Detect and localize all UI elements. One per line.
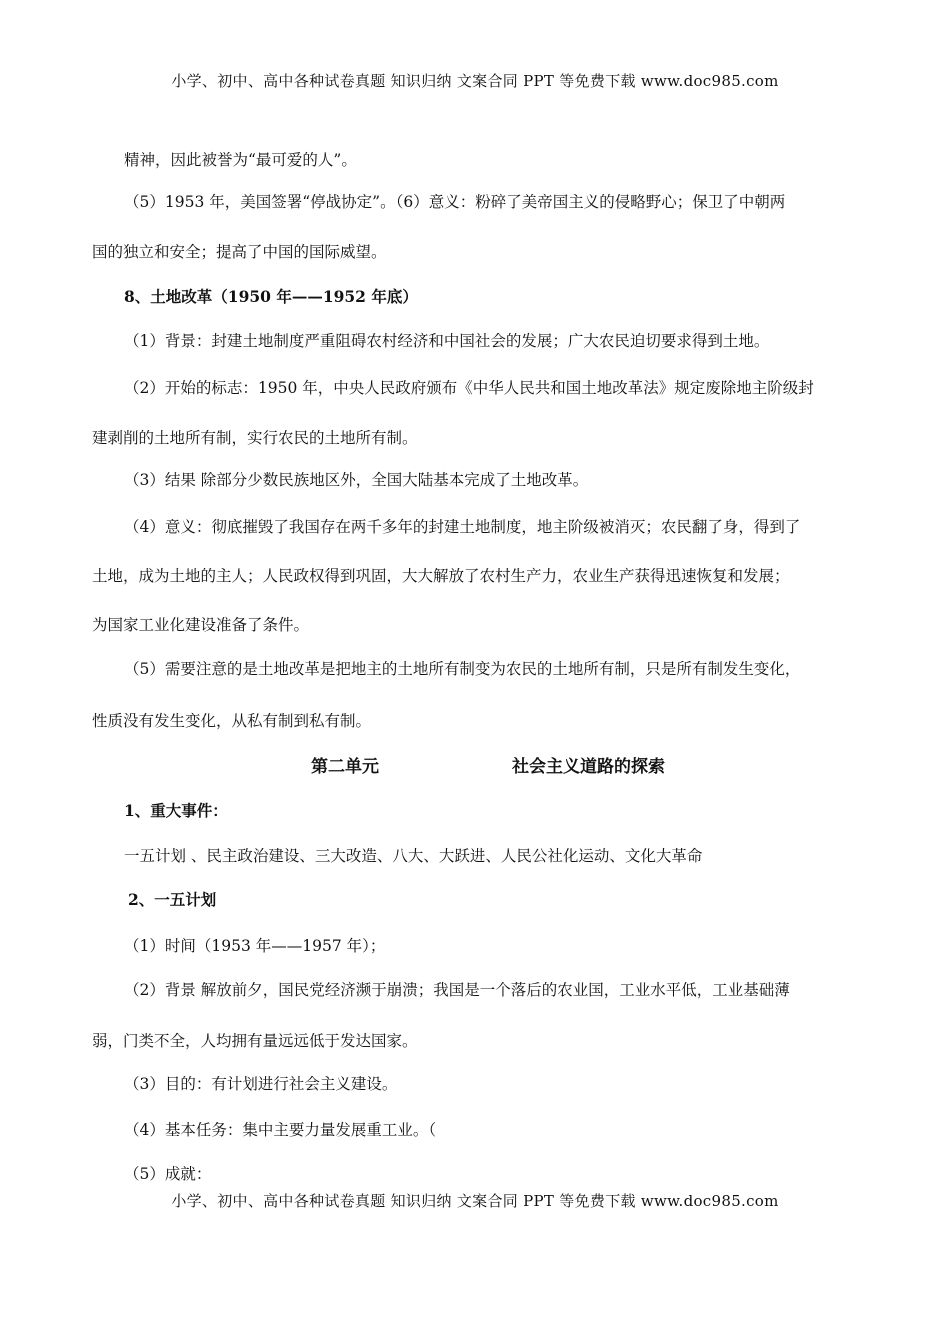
text-line: 一五计划 、民主政治建设、三大改造、八大、大跃进、人民公社化运动、文化大革命 xyxy=(124,847,703,865)
page-header: 小学、初中、高中各种试卷真题 知识归纳 文案合同 PPT 等免费下载 www.doc985.com xyxy=(171,72,779,90)
text-line: 精神，因此被誉为“最可爱的人”。 xyxy=(124,151,357,169)
text-line: （5）需要注意的是土地改革是把地主的土地所有制变为农民的土地所有制，只是所有制发生变化， xyxy=(124,660,801,678)
section-heading: 1、重大事件： xyxy=(124,801,228,820)
text-line: 性质没有发生变化，从私有制到私有制。 xyxy=(92,712,372,730)
unit-title-name: 社会主义道路的探索 xyxy=(512,757,665,777)
text-line: 弱，门类不全，人均拥有量远远低于发达国家。 xyxy=(92,1032,418,1050)
text-line: （5）成就： xyxy=(124,1165,212,1183)
text-line: （4）意义：彻底摧毁了我国存在两千多年的封建土地制度，地主阶级被消灭；农民翻了身，得到了 xyxy=(124,518,801,536)
text-line: 建剥削的土地所有制，实行农民的土地所有制。 xyxy=(92,429,418,447)
section-heading: 2、一五计划 xyxy=(128,890,217,909)
text-line: （1）背景：封建土地制度严重阻碍农村经济和中国社会的发展；广大农民迫切要求得到土地。 xyxy=(124,332,770,350)
text-line: 国的独立和安全；提高了中国的国际威望。 xyxy=(92,243,387,261)
page-footer: 小学、初中、高中各种试卷真题 知识归纳 文案合同 PPT 等免费下载 www.doc985.com xyxy=(171,1192,779,1210)
text-line: 为国家工业化建设准备了条件。 xyxy=(92,616,310,634)
text-line: （4）基本任务：集中主要力量发展重工业。（ xyxy=(124,1121,437,1139)
text-line: （2）背景 解放前夕，国民党经济濒于崩溃；我国是一个落后的农业国，工业水平低，工业基础薄 xyxy=(124,981,790,999)
section-heading: 8、土地改革（1950 年——1952 年底） xyxy=(124,287,418,306)
text-line: 土地，成为土地的主人；人民政权得到巩固，大大解放了农村生产力，农业生产获得迅速恢复和发展； xyxy=(92,567,790,585)
text-line: （2）开始的标志：1950 年，中央人民政府颁布《中华人民共和国土地改革法》规定废除地主阶级封 xyxy=(124,379,814,397)
text-line: （1）时间（1953 年——1957 年）； xyxy=(124,937,386,955)
text-line: （5）1953 年，美国签署“停战协定”。（6）意义：粉碎了美帝国主义的侵略野心；保卫了中朝两 xyxy=(124,193,786,211)
unit-title-number: 第二单元 xyxy=(311,757,379,777)
text-line: （3）目的：有计划进行社会主义建设。 xyxy=(124,1075,398,1093)
text-line: （3）结果 除部分少数民族地区外，全国大陆基本完成了土地改革。 xyxy=(124,471,589,489)
